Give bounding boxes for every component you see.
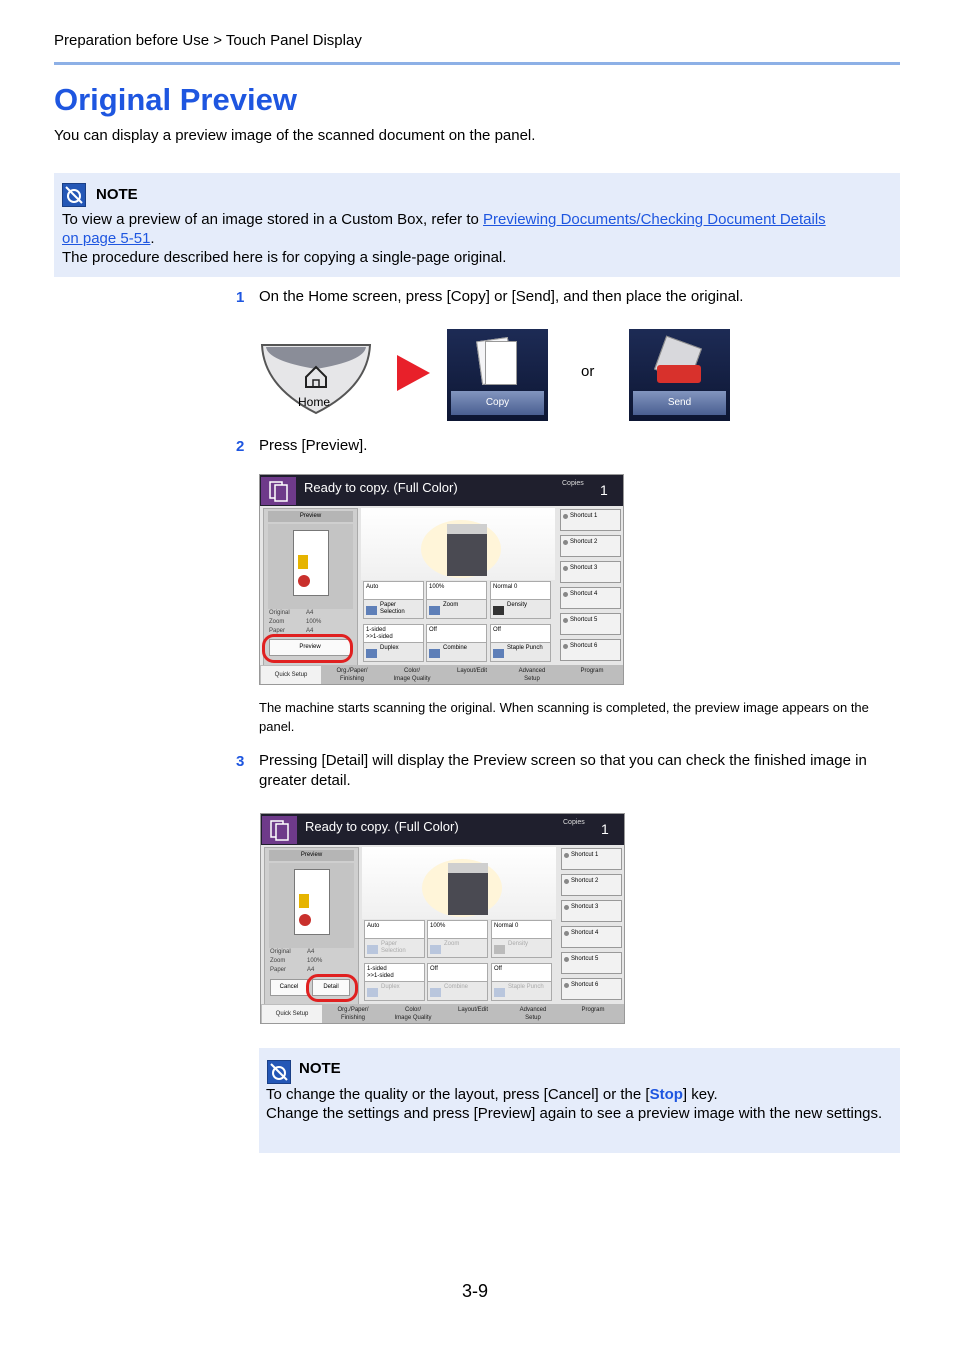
home-button-illustration <box>260 343 372 415</box>
shortcut-3-button[interactable] <box>561 900 622 922</box>
note-heading: NOTE <box>96 186 138 203</box>
shortcut-dot-icon <box>564 983 569 988</box>
panel-status-bar <box>260 475 624 506</box>
paper-selection-button <box>364 938 425 958</box>
note-icon <box>267 1060 291 1084</box>
tab-program[interactable]: Program <box>580 668 604 674</box>
arrow-right-icon <box>397 355 430 391</box>
density-button[interactable] <box>490 599 551 619</box>
shortcut-dot-icon <box>564 931 569 936</box>
setting-value-paper: Auto <box>364 920 425 939</box>
note-heading: NOTE <box>299 1060 341 1077</box>
copies-label: Copies <box>562 480 584 487</box>
info-original-value: A4 <box>306 610 314 616</box>
copies-count: 1 <box>600 482 608 498</box>
mfp-machine-icon <box>448 863 488 915</box>
info-paper-value: A4 <box>306 628 314 634</box>
shortcut-5-label: Shortcut 5 <box>570 617 598 623</box>
duplex-button <box>364 981 425 1001</box>
preview-tab: Preview <box>269 850 354 861</box>
copy-mode-icon <box>262 816 297 844</box>
preview-thumbnail-area <box>269 863 354 948</box>
paper-selection-label: Paper Selection <box>381 941 406 954</box>
highlight-ring <box>306 974 358 1002</box>
shortcut-2-label: Shortcut 2 <box>571 878 599 884</box>
setting-value-staple: Off <box>490 624 551 643</box>
staple-icon <box>493 649 504 658</box>
shortcut-6-label: Shortcut 6 <box>571 982 599 988</box>
info-paper-value: A4 <box>307 967 315 973</box>
copies-label: Copies <box>563 819 585 826</box>
note-icon <box>62 183 86 207</box>
tab-program[interactable]: Program <box>581 1007 605 1013</box>
copies-count: 1 <box>601 821 609 837</box>
combine-label: Combine <box>444 984 469 990</box>
breadcrumb: Preparation before Use > Touch Panel Display <box>54 32 362 49</box>
setting-value-zoom: 100% <box>427 920 488 939</box>
intro-text: You can display a preview image of the scanned document on the panel. <box>54 127 536 144</box>
setting-value-combine: Off <box>427 963 488 982</box>
copy-mode-icon <box>261 477 296 505</box>
touch-panel-detail <box>260 813 625 1024</box>
setting-value-duplex: 1-sided >>1-sided <box>364 963 425 982</box>
paper-selection-label: Paper Selection <box>380 602 405 615</box>
paper-icon <box>366 606 377 615</box>
combine-icon <box>430 988 441 997</box>
setting-value-zoom: 100% <box>426 581 487 600</box>
staple-punch-button <box>491 981 552 1001</box>
mfp-machine-icon <box>447 524 487 576</box>
paper-icon <box>367 945 378 954</box>
density-label: Density <box>507 602 528 608</box>
setting-value-density: Normal 0 <box>490 581 551 600</box>
note-text-lead: To change the quality or the layout, press [Cancel] or the [ <box>266 1086 650 1103</box>
density-icon <box>493 606 504 615</box>
thumb-chart-icon <box>298 555 308 569</box>
info-paper-label: Paper <box>270 967 287 973</box>
shortcut-dot-icon <box>563 644 568 649</box>
tab-advanced-setup[interactable]: Advanced Setup <box>519 1007 547 1021</box>
shortcut-dot-icon <box>563 514 568 519</box>
preview-documents-link[interactable]: Previewing Documents/Checking Document Details <box>483 211 826 228</box>
shortcut-dot-icon <box>563 618 568 623</box>
setting-value-density: Normal 0 <box>491 920 552 939</box>
tab-org-paper-finishing[interactable]: Org./Paper/ Finishing <box>337 1007 369 1021</box>
shortcut-dot-icon <box>564 957 569 962</box>
thumb-pie-icon <box>299 914 311 926</box>
note-text-period: . <box>150 230 155 247</box>
tab-layout-edit[interactable]: Layout/Edit <box>457 1007 489 1013</box>
shortcut-3-label: Shortcut 3 <box>571 904 599 910</box>
tab-quick-setup[interactable]: Quick Setup <box>261 666 321 684</box>
function-tab-bar <box>260 665 624 685</box>
stop-key-label: Stop <box>649 1086 683 1103</box>
setting-value-combine: Off <box>426 624 487 643</box>
page-number: 3-9 <box>462 1281 489 1301</box>
send-tray-icon <box>657 365 701 383</box>
shortcut-1-button[interactable] <box>560 509 621 531</box>
info-original-label: Original <box>269 610 290 616</box>
info-original-label: Original <box>270 949 291 955</box>
combine-button <box>427 981 488 1001</box>
preview-thumbnail-area <box>268 524 353 609</box>
info-zoom-label: Zoom <box>270 958 286 964</box>
machine-illustration <box>361 508 555 580</box>
step-2-caption: The machine starts scanning the original. When scanning is completed, the preview image appears on the panel. <box>259 700 869 734</box>
header-divider <box>54 62 900 65</box>
page-reference-link[interactable]: on page 5-51 <box>62 230 151 247</box>
copy-label: Copy <box>451 391 544 415</box>
zoom-label: Zoom <box>444 941 460 947</box>
detail-button[interactable]: Detail <box>312 979 350 996</box>
shortcut-dot-icon <box>564 905 569 910</box>
home-label: Home <box>298 395 331 409</box>
shortcut-4-button[interactable] <box>561 926 622 948</box>
zoom-icon <box>430 945 441 954</box>
send-label: Send <box>633 391 726 415</box>
thumb-chart-icon <box>299 894 309 908</box>
duplex-label: Duplex <box>380 645 399 651</box>
shortcut-4-label: Shortcut 4 <box>570 591 598 597</box>
shortcut-6-button[interactable] <box>560 639 621 661</box>
shortcut-4-button[interactable] <box>560 587 621 609</box>
setting-value-staple: Off <box>491 963 552 982</box>
page-title: Original Preview <box>54 82 297 117</box>
shortcut-4-label: Shortcut 4 <box>571 930 599 936</box>
function-tab-bar <box>261 1004 625 1024</box>
shortcut-1-label: Shortcut 1 <box>571 852 599 858</box>
panel-status-text: Ready to copy. (Full Color) <box>305 819 459 834</box>
shortcut-3-button[interactable] <box>560 561 621 583</box>
combine-label: Combine <box>443 645 468 651</box>
shortcut-6-button[interactable] <box>561 978 622 1000</box>
shortcut-1-button[interactable] <box>561 848 622 870</box>
duplex-label: Duplex <box>381 984 400 990</box>
shortcut-3-label: Shortcut 3 <box>570 565 598 571</box>
step-2-text: Press [Preview]. <box>259 437 368 454</box>
setting-value-paper: Auto <box>363 581 424 600</box>
shortcut-2-label: Shortcut 2 <box>570 539 598 545</box>
zoom-label: Zoom <box>443 602 459 608</box>
note-text-key: ] key. <box>682 1086 718 1103</box>
preview-tab: Preview <box>268 511 353 522</box>
note-body <box>266 1085 891 1123</box>
paper-selection-button[interactable] <box>363 599 424 619</box>
zoom-button <box>427 938 488 958</box>
copy-page-front <box>485 341 517 385</box>
density-button <box>491 938 552 958</box>
info-zoom-value: 100% <box>306 619 322 625</box>
cancel-button[interactable]: Cancel <box>270 979 308 996</box>
shortcut-dot-icon <box>564 853 569 858</box>
note-box-cancel <box>259 1048 900 1153</box>
combine-icon <box>429 649 440 658</box>
highlight-ring <box>262 634 353 663</box>
preview-thumbnail <box>294 869 330 935</box>
copy-app-tile[interactable] <box>447 329 548 421</box>
preview-button[interactable]: Preview <box>269 639 351 656</box>
tab-layout-edit[interactable]: Layout/Edit <box>456 668 488 674</box>
step-2-number: 2 <box>236 438 245 455</box>
zoom-icon <box>429 606 440 615</box>
note-body <box>62 210 892 267</box>
step-1-number: 1 <box>236 289 245 306</box>
tab-color-image-quality[interactable]: Color/ Image Quality <box>394 1007 432 1021</box>
or-label: or <box>581 363 595 380</box>
shortcut-dot-icon <box>563 566 568 571</box>
info-paper-label: Paper <box>269 628 286 634</box>
duplex-button[interactable] <box>363 642 424 662</box>
density-label: Density <box>508 941 529 947</box>
touch-panel-preview <box>259 474 624 685</box>
shortcut-1-label: Shortcut 1 <box>570 513 598 519</box>
setting-value-duplex: 1-sided >>1-sided <box>363 624 424 643</box>
staple-punch-label: Staple Punch <box>507 645 543 651</box>
panel-status-bar <box>261 814 625 845</box>
shortcut-6-label: Shortcut 6 <box>570 643 598 649</box>
shortcut-dot-icon <box>563 540 568 545</box>
duplex-icon <box>367 988 378 997</box>
step-3-number: 3 <box>236 753 245 770</box>
note-text-lead: To view a preview of an image stored in a Custom Box, refer to <box>62 211 479 228</box>
tab-color-image-quality[interactable]: Color/ Image Quality <box>393 668 431 682</box>
tab-org-paper-finishing[interactable]: Org./Paper/ Finishing <box>336 668 368 682</box>
panel-status-text: Ready to copy. (Full Color) <box>304 480 458 495</box>
shortcut-dot-icon <box>564 879 569 884</box>
tab-quick-setup[interactable]: Quick Setup <box>262 1005 322 1023</box>
combine-button[interactable] <box>426 642 487 662</box>
preview-thumbnail <box>293 530 329 596</box>
shortcut-5-button[interactable] <box>561 952 622 974</box>
info-zoom-label: Zoom <box>269 619 285 625</box>
info-zoom-value: 100% <box>307 958 323 964</box>
shortcut-2-button[interactable] <box>561 874 622 896</box>
shortcut-5-button[interactable] <box>560 613 621 635</box>
info-original-value: A4 <box>307 949 315 955</box>
staple-punch-label: Staple Punch <box>508 984 544 990</box>
note-text-settings: Change the settings and press [Preview] again to see a preview image with the new settings. <box>266 1105 883 1122</box>
tab-advanced-setup[interactable]: Advanced Setup <box>518 668 546 682</box>
note-text-procedure: The procedure described here is for copying a single-page original. <box>62 249 507 266</box>
shortcut-5-label: Shortcut 5 <box>571 956 599 962</box>
staple-icon <box>494 988 505 997</box>
shortcut-dot-icon <box>563 592 568 597</box>
note-box-custom-box <box>54 173 900 277</box>
zoom-button[interactable] <box>426 599 487 619</box>
duplex-icon <box>366 649 377 658</box>
staple-punch-button[interactable] <box>490 642 551 662</box>
thumb-pie-icon <box>298 575 310 587</box>
step-3-text: Pressing [Detail] will display the Preview screen so that you can check the finished image in greater detail. <box>259 752 867 789</box>
shortcut-2-button[interactable] <box>560 535 621 557</box>
density-icon <box>494 945 505 954</box>
step-1-text: On the Home screen, press [Copy] or [Send], and then place the original. <box>259 288 744 305</box>
send-app-tile[interactable] <box>629 329 730 421</box>
machine-illustration <box>362 847 556 919</box>
